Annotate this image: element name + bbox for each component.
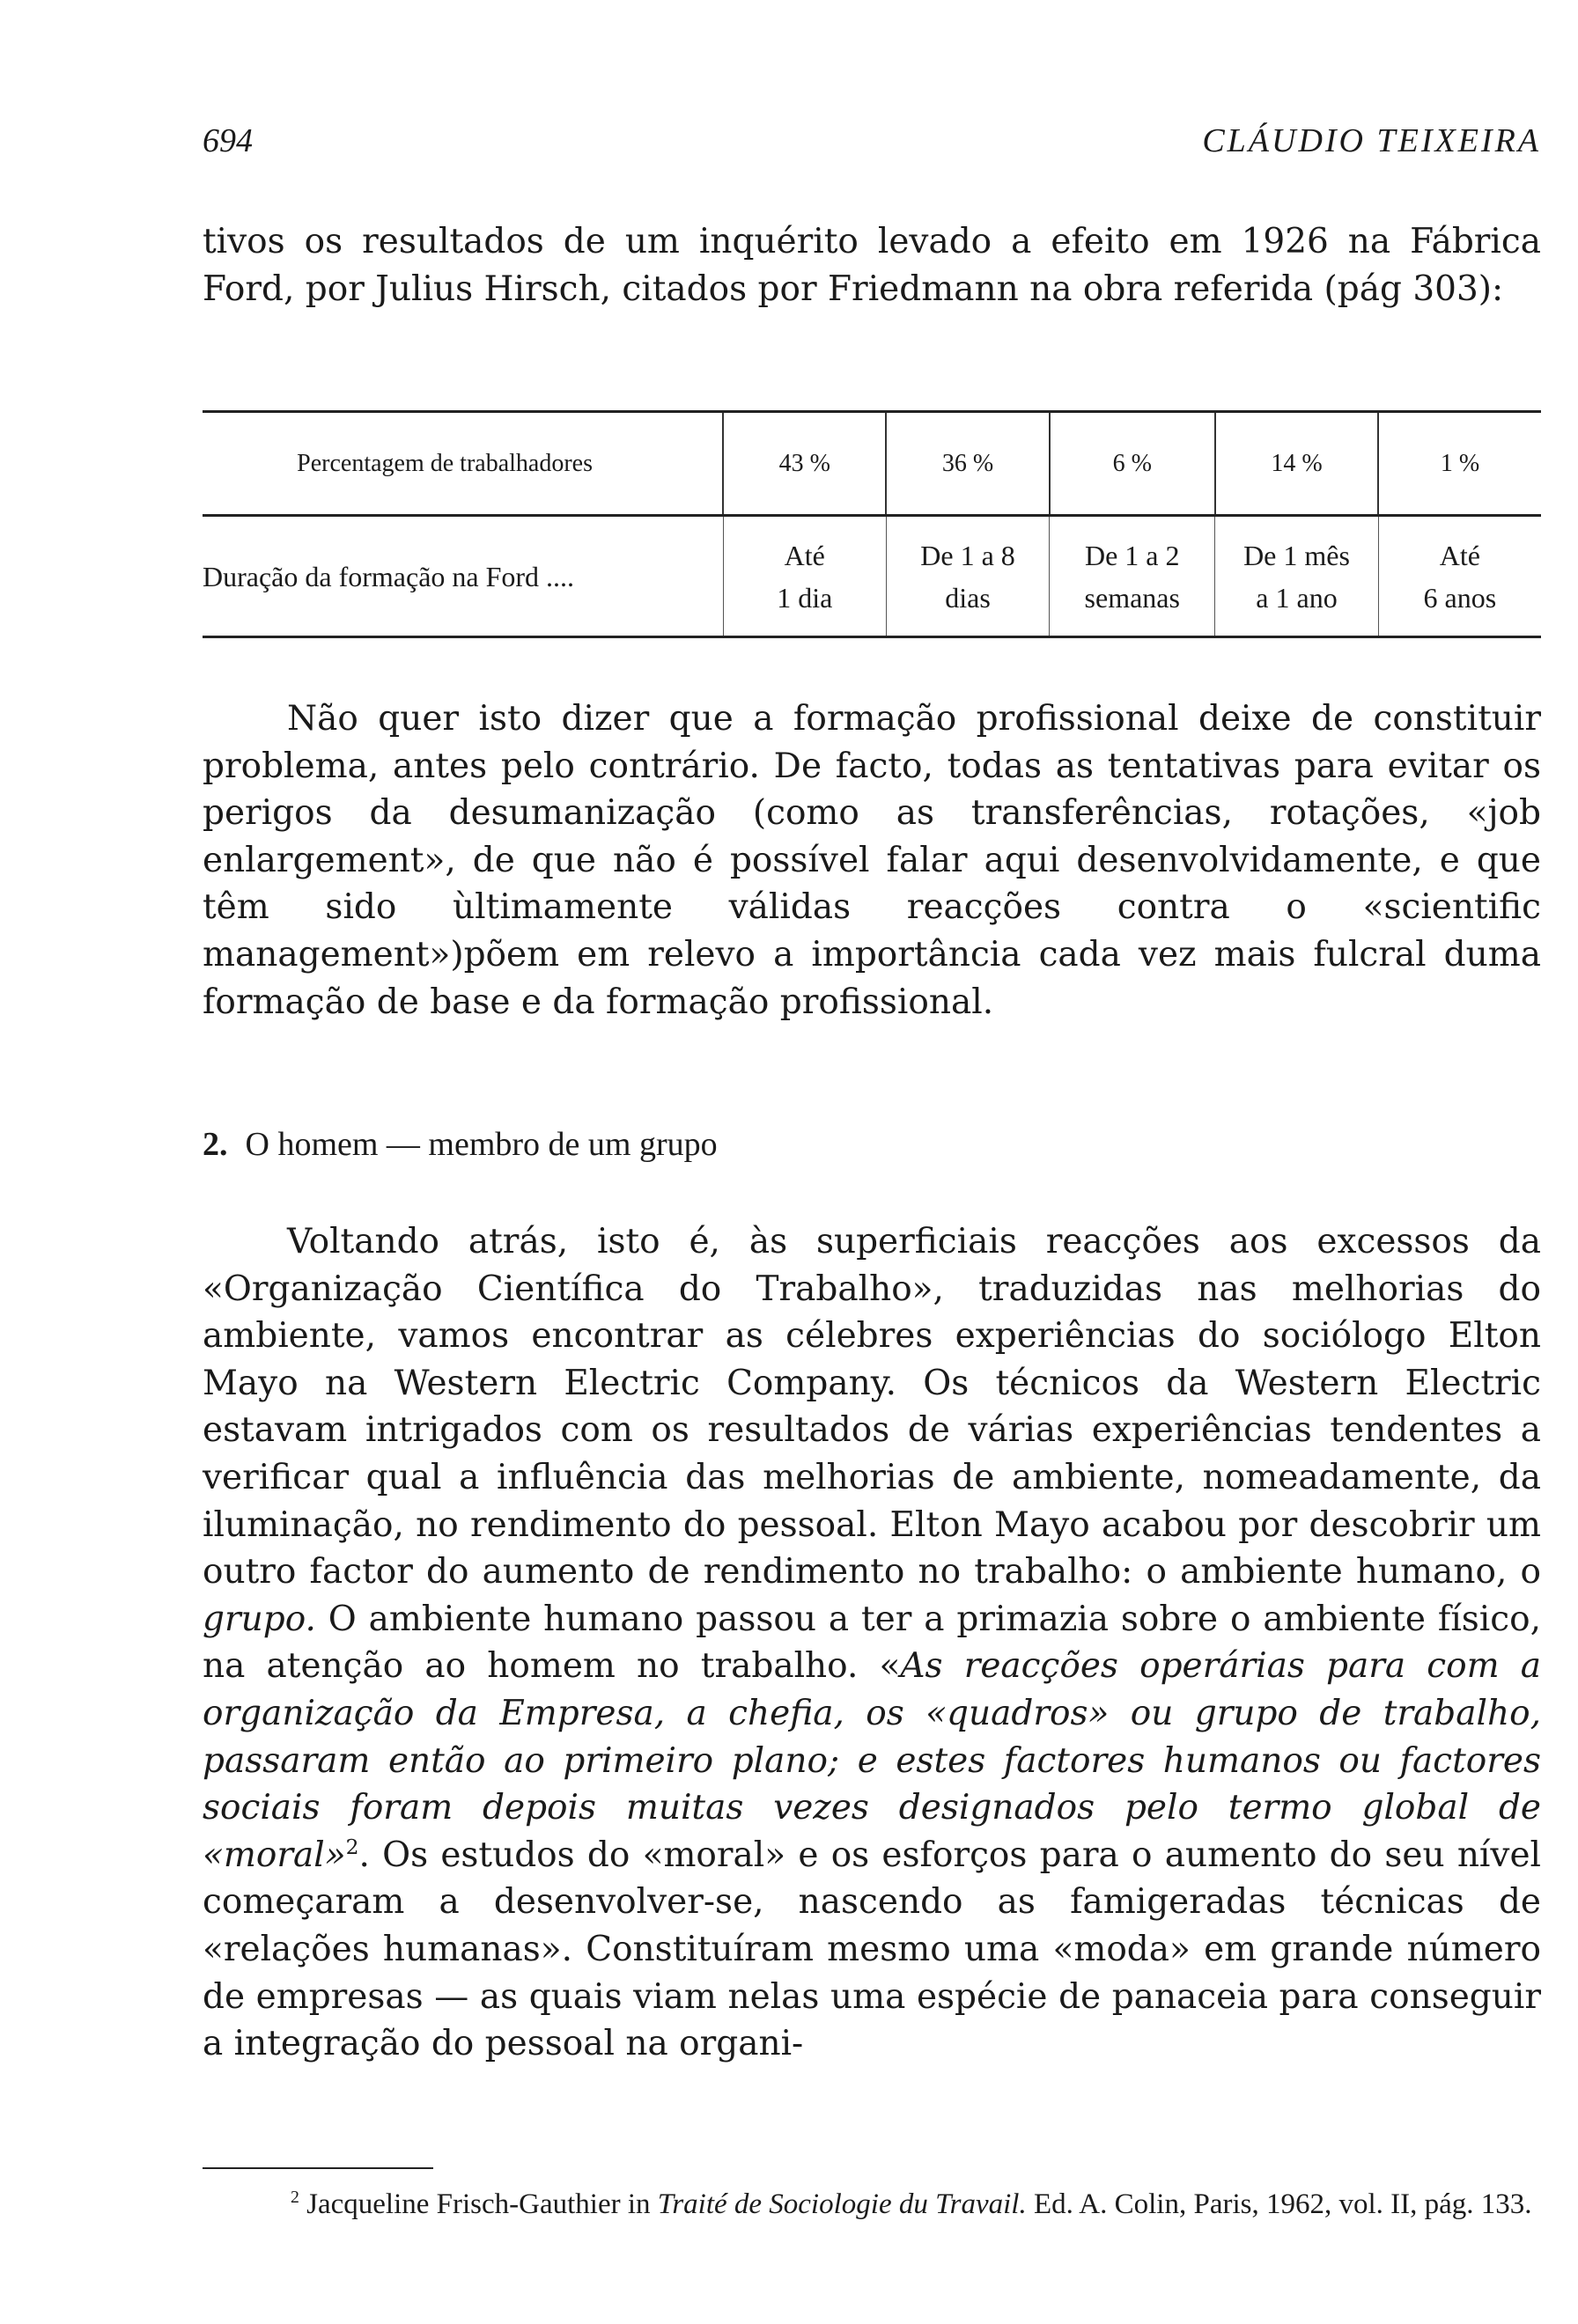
paragraph-formation: Não quer isto dizer que a formação profissional deixe de constituir problema, antes pelo contrário. De facto, todas as tentativas para evitar os perigos da desumanização (como as transferências, rotações, «job enlargement», de que não é possível falar aqui desenvolvidamente, e que têm sido ùltimamente válidas reacções contra o «scientific management»)põem em relevo a importância cada vez mais fulcral duma formação de base e da formação profissional. [203,699,1541,1022]
page-number: 694 [203,122,253,159]
paragraph-mayo: Voltando atrás, isto é, às superficiais reacções aos excessos da «Organização Científica do Trabalho», traduzidas nas melhorias do ambiente, vamos encontrar as célebres experiências do sociólogo Elton Mayo na Western Electric Company. Os técnicos da Western Electric estavam intrigados com os resultados de várias experiências tendentes a verificar qual a influência das melhorias de ambiente, nomeadamente, da iluminação, no rendimento do pessoal. Elton Mayo acabou por descobrir um outro factor do aumento de rendimento no trabalho: o ambiente humano, o grupo. O ambiente humano passou a ter a primazia sobre o ambiente físico, na atenção ao homem no trabalho. «As reacções operárias para com a organização da Empresa, a chefia, os «quadros» ou grupo de trabalho, passaram então ao primeiro plano; e estes factores humanos ou factores sociais foram depois muitas vezes designados pelo termo global de «moral»$^2$. Os estudos do «moral» e os esforços para o aumento do seu nível começaram a desenvolver-se, nascendo as famigeradas técnicas de «relações humanas». Constituíram mesmo uma «moda» em grande número de empresas — as quais viam nelas uma espécie de panaceia para conseguir a integração do pessoal na organi- [203,1222,1542,2064]
section-title: O homem — membro de um grupo [245,1126,718,1163]
pct-cell: 43 % [723,413,886,516]
section-heading [203,1125,718,1164]
pct-cell: 6 % [1050,413,1215,516]
footnote-work-title: Traité de Sociologie du Travail. [657,2188,1027,2220]
running-author: CLÁUDIO TEIXEIRA [1202,122,1541,159]
section-number: 2. [203,1126,228,1163]
duration-cell: Até 1 dia [723,517,886,637]
paragraph-intro: tivos os resultados de um inquérito levado a efeito em 1926 na Fábrica Ford, por Julius Hirsch, citados por Friedmann na obra referida (pág 303): [203,222,1541,309]
footnote-reference: 2 [345,1834,359,1859]
footnote-marker: 2 [291,2188,299,2207]
footnote: $^2$ Jacqueline Frisch-Gauthier in Traité de Sociologie du Travail. Ed. A. Colin, Paris, 1962, vol. II, pág. 133. [291,2188,1532,2220]
row-label-durations: Duração da formação na Ford .... [203,560,575,592]
table-row-durations [203,517,1541,637]
running-head [203,121,1541,174]
row-label-percentages: Percentagem de trabalhadores [297,449,593,477]
duration-cell: Até 6 anos [1378,517,1541,637]
pct-cell: 36 % [886,413,1049,516]
pct-cell: 14 % [1215,413,1378,516]
ford-training-table [203,410,1541,638]
footnote-divider [203,2167,433,2169]
duration-cell: De 1 a 2 semanas [1050,517,1215,637]
table-row-percentages [203,413,1541,516]
quote-italic: As reacções operárias para com a organização da Empresa, a chefia, os «quadros» ou grupo de trabalho, passaram então ao primeiro plano; e estes factores humanos ou factores sociais foram depois muitas vezes designados pelo termo global de «moral» [203,1646,1542,1875]
pct-cell: 1 % [1378,413,1541,516]
duration-cell: De 1 a 8 dias [886,517,1049,637]
italic-grupo: grupo. [203,1599,316,1639]
duration-cell: De 1 mês a 1 ano [1215,517,1378,637]
